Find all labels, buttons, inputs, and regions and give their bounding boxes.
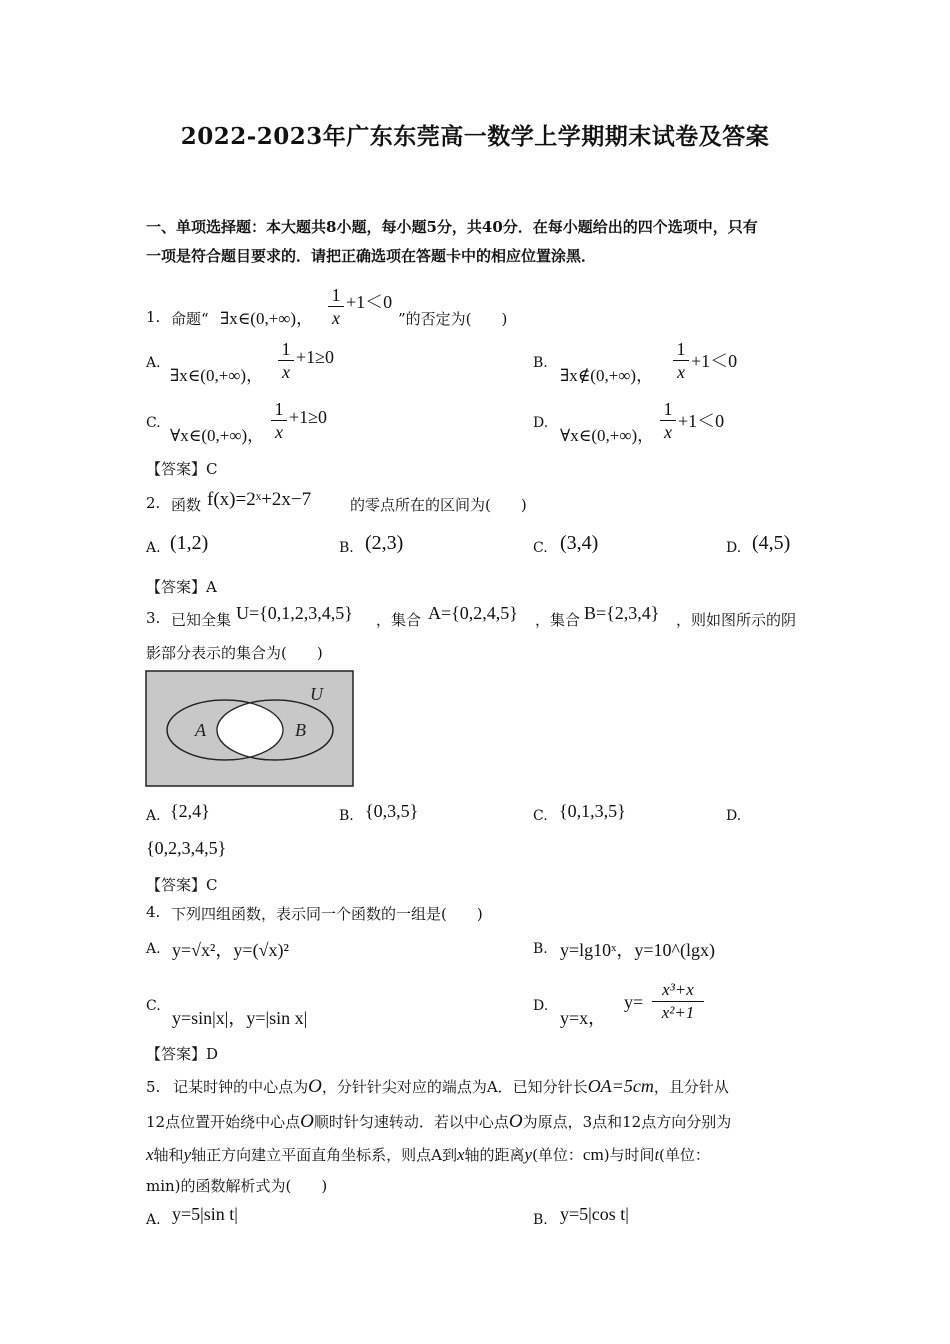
fraction-denominator: x: [275, 422, 283, 442]
option-label: B.: [533, 355, 548, 371]
fraction-bar: [278, 360, 294, 361]
set-a: A={0,2,4,5}: [428, 603, 518, 623]
option-expr: {0,3,5}: [365, 801, 419, 821]
option-label: C.: [533, 808, 548, 824]
fraction-numerator: x³+x: [662, 980, 694, 999]
option-expr: {2,4}: [170, 801, 210, 821]
option-expr: y=sin|x|，y=|sin x|: [172, 1008, 308, 1028]
option-label: D.: [533, 998, 549, 1014]
question-text: 12点位置开始绕中心点: [146, 1113, 301, 1131]
option-expr: ∀x∈(0,+∞)，: [560, 426, 655, 445]
answer-text: 【答案】C: [146, 876, 218, 894]
question-text-line2: 影部分表示的集合为( ): [146, 644, 323, 662]
label-b: B: [295, 720, 306, 740]
question-line-3: [146, 1144, 710, 1165]
question-text: ，集合: [535, 611, 581, 629]
option-expr: y=x，: [560, 1008, 607, 1028]
option-expr-lhs: y=: [624, 992, 644, 1012]
question-suffix: 的零点所在的区间为( ): [350, 496, 527, 514]
fraction-denominator: x: [664, 422, 672, 442]
option-label: B.: [339, 808, 354, 824]
option-expr: ∃x∈(0,+∞)，: [170, 366, 264, 385]
fraction-tail: +1＜0: [346, 292, 393, 312]
option-label: D.: [726, 808, 742, 824]
question-number: 5.: [146, 1078, 161, 1096]
option-label: B.: [533, 1212, 548, 1228]
fraction-tail: +1≥0: [289, 407, 328, 427]
math-y: y: [183, 1145, 192, 1164]
option-label: A.: [146, 355, 161, 371]
question-expr: ∃x∈(0,+∞)，: [220, 309, 314, 328]
fraction-denominator: x: [677, 362, 685, 382]
option-label: C.: [146, 998, 161, 1014]
option-expr: ∀x∈(0,+∞)，: [170, 426, 265, 445]
fraction-numerator: 1: [663, 399, 673, 419]
question-text: ，集合: [376, 611, 422, 629]
question-number: 2.: [146, 494, 161, 512]
option-label: B.: [533, 941, 548, 957]
question-text: 轴和: [153, 1146, 184, 1164]
option-expr: y=5|cos t|: [560, 1204, 629, 1224]
question-text: ，则如图所示的阴: [676, 611, 797, 629]
option-expr: (4,5): [752, 532, 791, 554]
question-text: ，分针针尖对应的端点为A．已知分针长: [321, 1078, 588, 1096]
option-label: A.: [146, 941, 161, 957]
question-text: ，且分针从: [653, 1078, 729, 1096]
fraction-bar: [673, 360, 689, 361]
option-label: A.: [146, 808, 161, 824]
option-label: A.: [146, 540, 161, 556]
section-heading-line2: 一项是符合题目要求的．请把正确选项在答题卡中的相应位置涂黑．: [146, 247, 597, 265]
question-text: 轴正方向建立平面直角坐标系，则点A到: [191, 1146, 457, 1164]
fraction-bar: [271, 420, 287, 421]
option-expr: y=5|sin t|: [172, 1204, 238, 1224]
option-expr: (3,4): [560, 532, 599, 554]
fraction: [652, 980, 704, 1023]
question-text: 为原点，3点和12点方向分别为: [522, 1113, 732, 1131]
math-o: O: [300, 1111, 314, 1132]
option-expr: ∃x∉(0,+∞)，: [560, 366, 654, 385]
fraction-tail: +1≥0: [296, 347, 335, 367]
math-y: y: [524, 1145, 533, 1164]
option-label: C.: [533, 540, 548, 556]
answer-text: 【答案】A: [146, 578, 217, 596]
fraction-numerator: 1: [676, 339, 686, 359]
question-line-4: min)的函数解析式为( ): [146, 1177, 328, 1195]
math-x: x: [146, 1145, 154, 1164]
option-label: B.: [339, 540, 354, 556]
question-text: 已知全集: [171, 611, 232, 629]
question-text: 轴的距离: [464, 1146, 525, 1164]
question-expr: f(x)=2ˣ+2x−7: [207, 489, 312, 510]
fraction-numerator: 1: [281, 339, 291, 359]
fraction: [673, 339, 689, 382]
option-label: A.: [146, 1212, 161, 1228]
math-o: O: [308, 1076, 322, 1097]
set-b: B={2,3,4}: [584, 603, 660, 623]
label-a: A: [195, 720, 206, 740]
venn-diagram: [145, 670, 355, 788]
option-expr: y=√x²，y=(√x)²: [172, 940, 289, 960]
option-expr: {0,1,3,5}: [559, 801, 626, 821]
fraction-bar: [328, 306, 344, 307]
fraction-denominator: x²+1: [661, 1003, 695, 1022]
question-text: (单位：: [532, 1146, 583, 1164]
question-prefix: 函数: [171, 496, 202, 514]
option-expr: y=lg10ˣ，y=10^(lgx): [560, 940, 715, 960]
math-t: t: [654, 1147, 660, 1164]
fraction: [278, 339, 294, 382]
section-heading-line1: 一、单项选择题：本大题共8小题，每小题5分，共40分．在每小题给出的四个选项中，只有: [146, 218, 758, 236]
option-label: D.: [726, 540, 742, 556]
question-number: 4.: [146, 903, 161, 921]
question-stem: 下列四组函数，表示同一个函数的一组是( ): [171, 905, 483, 923]
fraction-denominator: x: [282, 362, 290, 382]
question-text: (单位：: [659, 1146, 710, 1164]
fraction-tail: +1＜0: [678, 411, 725, 431]
fraction: [660, 399, 676, 442]
fraction-numerator: 1: [331, 285, 341, 305]
fraction-bar: [652, 1001, 704, 1002]
option-label: D.: [533, 415, 549, 431]
answer-text: 【答案】C: [146, 460, 218, 478]
page-title: 2022-2023年广东东莞高一数学上学期期末试卷及答案: [180, 123, 770, 150]
option-label: C.: [146, 415, 161, 431]
answer-text: 【答案】D: [146, 1045, 219, 1063]
fraction-denominator: x: [332, 308, 340, 328]
fraction-numerator: 1: [274, 399, 284, 419]
set-u: U={0,1,2,3,4,5}: [236, 603, 353, 623]
fraction: [271, 399, 287, 442]
question-number: 1.: [146, 308, 161, 326]
question-text: 顺时针匀速转动．若以中心点: [313, 1113, 509, 1131]
label-u: U: [310, 684, 323, 704]
fraction: [328, 285, 344, 328]
question-prefix: 命题“: [171, 310, 209, 328]
option-expr: {0,2,3,4,5}: [146, 838, 227, 858]
question-line-2: [146, 1111, 731, 1133]
math-o: O: [508, 1111, 523, 1132]
math-oa: OA=5cm: [587, 1076, 654, 1096]
question-suffix: ”的否定为( ): [398, 310, 508, 328]
question-text: 记某时钟的中心点为: [173, 1078, 309, 1096]
question-number: 3.: [146, 609, 161, 627]
question-text: )与时间: [603, 1146, 655, 1164]
math-cm: cm: [582, 1145, 604, 1164]
option-expr: (1,2): [170, 532, 209, 554]
fraction-tail: +1＜0: [691, 351, 738, 371]
option-expr: (2,3): [365, 532, 404, 554]
question-line-1: [146, 1076, 729, 1098]
math-x: x: [456, 1145, 465, 1164]
fraction-bar: [660, 420, 676, 421]
